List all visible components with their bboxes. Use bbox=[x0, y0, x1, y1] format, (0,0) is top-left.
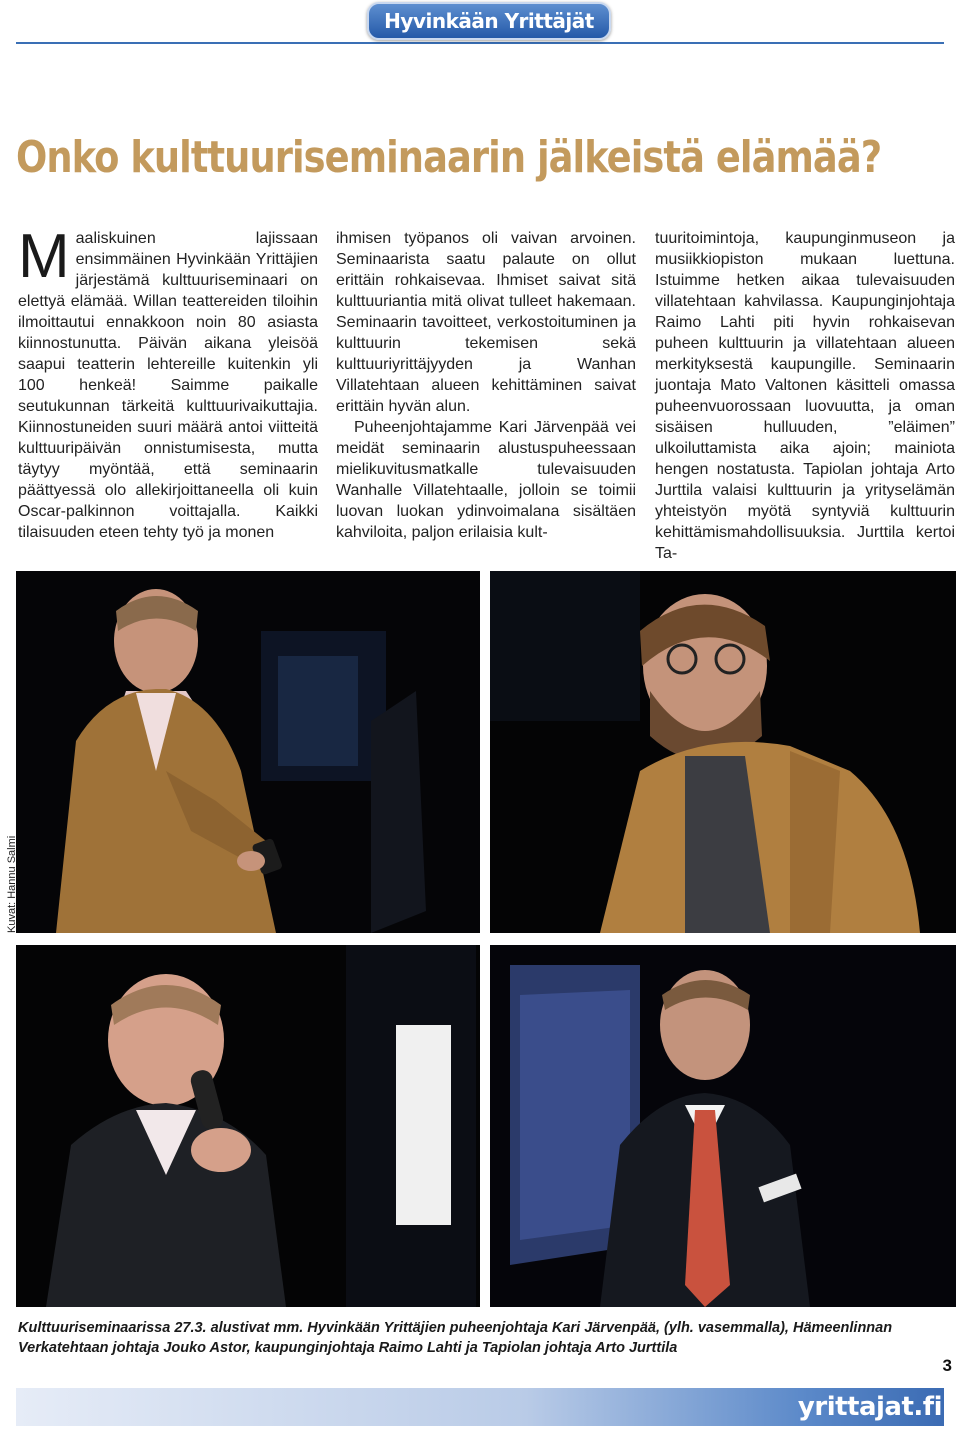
photo-speaker-bearded-glasses bbox=[490, 571, 956, 933]
photo-caption: Kulttuuriseminaarissa 27.3. alustivat mm. Hyvinkään Yrittäjien puheenjohtaja Kari Järvenpää, (ylh. vasemmalla), Hämeenlinnan Verkatehtaan johtaja Jouko Astor, kaupunginjohtaja Raimo Lahti ja Tapiolan johtaja Arto Jurttila bbox=[18, 1320, 893, 1356]
drop-cap: M bbox=[18, 222, 70, 291]
photo-credit: Kuvat: Hannu Salmi bbox=[6, 835, 18, 933]
column-1-text: aaliskuinen lajissaan ensimmäinen Hyvinkään Yrittäjien järjestämä kulttuuriseminaari on elettyä elämää. Willan teattereiden tiloihin ilmoittautui ennakkoon noin 80 asiasta kiinnostunutta. Päivän aikana yleisöä saapui teatterin lehtereille kuitenkin yli 100 henkeä! Saimme paikalle seutukunnan tärkeitä kulttuurivaikuttajia. Kiinnostuneiden suuri määrä antoi viitteitä kulttuuripäivän onnistumisesta, mutta täytyy myöntää, että seminaarin päättyessä olo allekirjoittaneella oli kuin Oscar-palkinnon voittajalla. Kaikki tilaisuuden eteen tehty työ ja monen bbox=[18, 230, 318, 541]
photo-speaker-microphone bbox=[16, 945, 480, 1307]
photo-speaker-red-tie bbox=[490, 945, 956, 1307]
article-column-1 bbox=[18, 222, 318, 543]
column-2-paragraph-2: Puheenjohtajamme Kari Järvenpää vei meidät seminaarin alustuspuheessaan mielikuvitusmatkalle tulevaisuuden Wanhalle Villatehtaalle, jolloin se toimii luovan luokan ydinvoimalana sisältäen kahviloita, paljon erilaisia kult- bbox=[336, 419, 636, 541]
footer-logo: yrittajat.fi bbox=[797, 1392, 942, 1422]
page-number: 3 bbox=[942, 1356, 952, 1375]
photo-speaker-tan-blazer bbox=[16, 571, 480, 933]
column-3-text: tuuritoimintoja, kaupunginmuseon ja musiikkiopiston mukaan luettuna. Istuimme hetken aikaa tulevaisuuden villatehtaan kahvilassa. Kaupunginjohtaja Raimo Lahti piti hyvin rohkaisevan puheen kulttuurin ja villatehtaan alueen merkityksestä kaupungille. Seminaarin juontaja Mato Valtonen käsitteli omassa puheenvuorossaan luovuutta, ja oman sisäisen hulluuden, ”eläimen” ulkoiluttamista aika ajoin; mainiota hengen nostatusta. Tapiolan johtaja Arto Jurttila valaisi kulttuurin ja yrityselämän yhteistyön myötä syntyviä kulttuurin kehittämismahdollisuuksia. Jurttila kertoi Ta- bbox=[655, 230, 955, 562]
article-headline: Onko kulttuuriseminaarin jälkeistä elämää? bbox=[16, 132, 882, 183]
header-rule bbox=[16, 42, 944, 44]
column-2-paragraph-1: ihmisen työpanos oli vaivan arvoinen. Seminaarista saatu palaute on ollut erittäin rohkaisevaa. Ihmiset saivat sitä kulttuuriantia mitä olivat tulleet hakemaan. Seminaarin tavoitteet, verkostoituminen ja kulttuurin tekemisen sekä kulttuuriyrittäjyyden ja Wanhan Villatehtaan alueen kehittäminen saivat erittäin hyvän alun. bbox=[336, 230, 636, 415]
publication-badge: Hyvinkään Yrittäjät bbox=[367, 2, 611, 40]
article-column-2 bbox=[336, 228, 636, 543]
article-column-3 bbox=[655, 228, 955, 564]
